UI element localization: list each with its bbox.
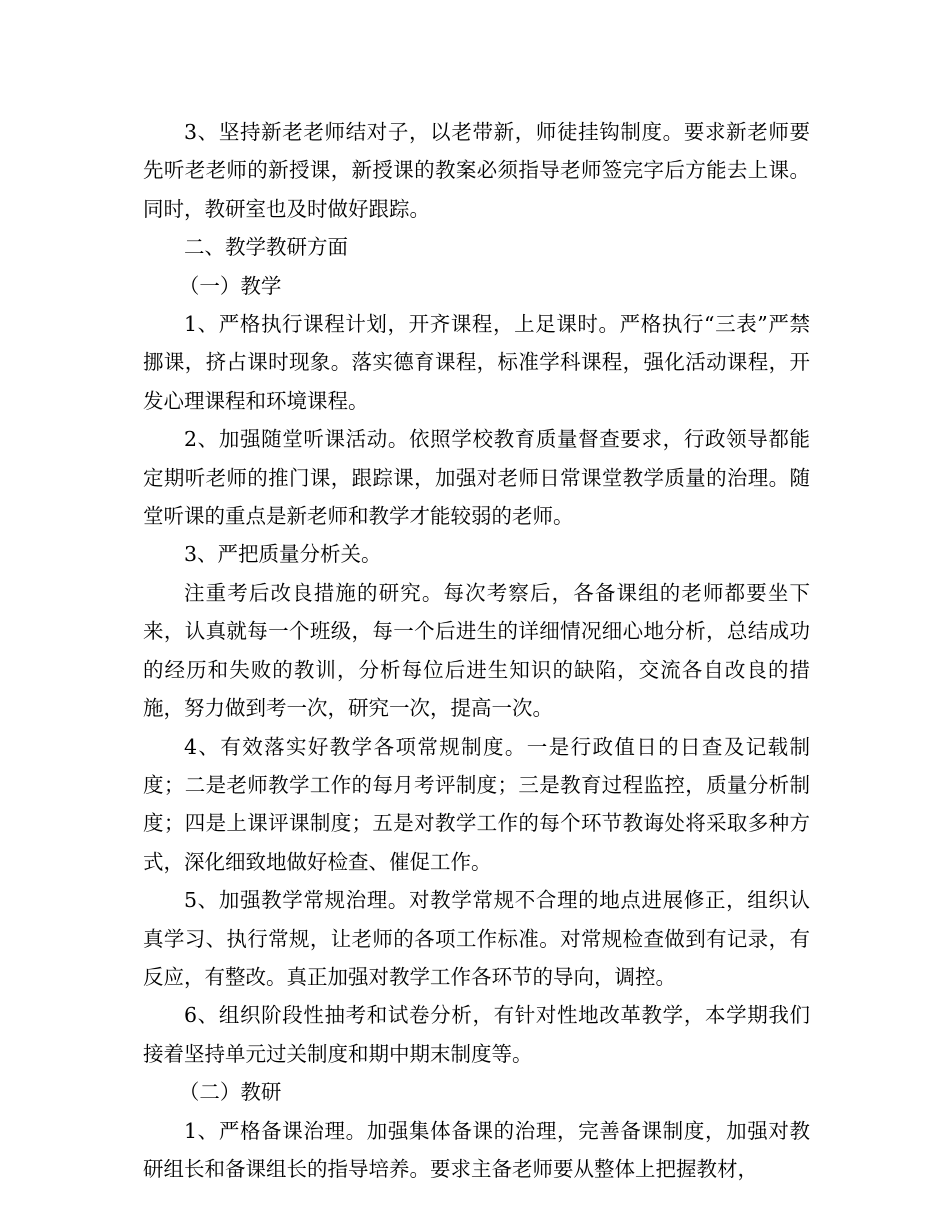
subsection-heading-teaching: （一）教学 bbox=[178, 273, 282, 298]
paragraph-routine-systems: 4、有效落实好教学各项常规制度。一是行政值日的日查及记载制度；二是老师教学工作的每月考评制度；三是教育过程监控，质量分析制度；四是上课评课制度；五是对教学工作的每个环节教诲处将采取多种方式，深化细致地做好检查、催促工作。 bbox=[143, 734, 810, 874]
paragraph-quality-analysis-heading: 3、严把质量分析关。 bbox=[184, 542, 382, 567]
paragraph-stage-exams: 6、组织阶段性抽考和试卷分析，有针对性地改革教学，本学期我们接着坚持单元过关制度和期中期末制度等。 bbox=[143, 1003, 810, 1066]
paragraph-lesson-preparation: 1、严格备课治理。加强集体备课的治理，完善备课制度，加强对教研组长和备课组长的指导培养。要求主备老师要从整体上把握教材， bbox=[143, 1118, 810, 1181]
paragraph-routine-management: 5、加强教学常规治理。对教学常规不合理的地点进展修正，组织认真学习、执行常规，让老师的各项工作标准。对常规检查做到有记录，有反应，有整改。真正加强对教学工作各环节的导向，调控。 bbox=[143, 888, 810, 989]
section-heading-teaching-research: 二、教学教研方面 bbox=[184, 235, 348, 260]
subsection-heading-research: （二）教研 bbox=[178, 1080, 282, 1105]
document-body bbox=[143, 113, 810, 1188]
paragraph-course-plan: 1、严格执行课程计划，开齐课程，上足课时。严格执行“三表”严禁挪课，挤占课时现象。落实德育课程，标准学科课程，强化活动课程，开发心理课程和环境课程。 bbox=[143, 312, 810, 413]
paragraph-teacher-pairing: 3、坚持新老老师结对子，以老带新，师徒挂钩制度。要求新老师要先听老老师的新授课，新授课的教案必须指导老师签完字后方能去上课。同时，教研室也及时做好跟踪。 bbox=[143, 120, 810, 221]
paragraph-quality-analysis: 注重考后改良措施的研究。每次考察后，各备课组的老师都要坐下来，认真就每一个班级，每一个后进生的详细情况细心地分析，总结成功的经历和失败的教训，分析每位后进生知识的缺陷，交流各自改良的措施，努力做到考一次，研究一次，提高一次。 bbox=[143, 580, 810, 721]
paragraph-classroom-observation: 2、加强随堂听课活动。依照学校教育质量督查要求，行政领导都能定期听老师的推门课，跟踪课，加强对老师日常课堂教学质量的治理。随堂听课的重点是新老师和教学才能较弱的老师。 bbox=[143, 427, 810, 529]
